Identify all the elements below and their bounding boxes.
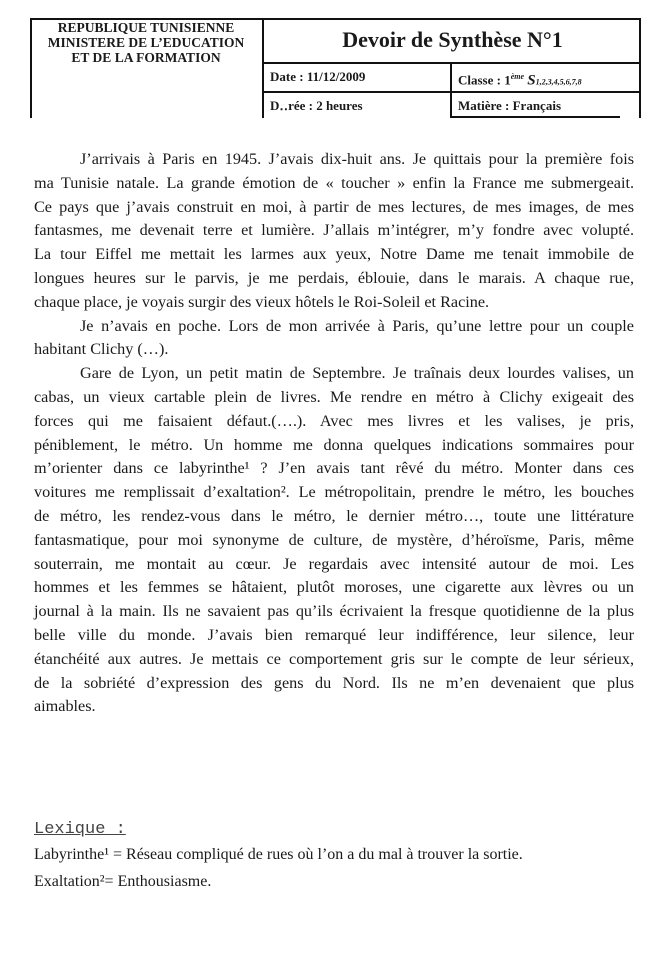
text-line: péniblement, le métro. Un homme me donna quelques indications sommaires pour: [34, 435, 634, 454]
institution-line: MINISTERE DE L’EDUCATION: [47, 35, 245, 50]
text-line: ma Tunisie natale. La grande émotion de « toucher » enfin la France me submergeait.: [34, 173, 634, 192]
lexique-entry: Exaltation²= Enthousiasme.: [34, 873, 212, 890]
text-line: J’arrivais à Paris en 1945. J’avais dix-huit ans. Je quittais pour la première fois: [80, 150, 634, 168]
paragraph: [34, 315, 634, 363]
exam-class: [458, 64, 582, 95]
text-line: de la sobriété d’expression des gens du Nord. Ils ne m’en devenaient que plus: [34, 673, 634, 692]
institution-name: [30, 20, 262, 65]
lexique-title: Lexique :: [34, 820, 126, 839]
text-line: Je n’avais en poche. Lors de mon arrivée à Paris, qu’une lettre pour un couple: [80, 316, 634, 335]
text-line: Gare de Lyon, un petit matin de Septembre. Je traînais deux lourdes valises, un: [80, 364, 634, 383]
text-line: journal à la main. Ils ne savaient pas qu’ils écrivaient la fresque quotidienne de la plus: [34, 602, 634, 621]
text-line: habitant Clichy (…).: [34, 340, 169, 359]
text-line: étanchéité aux autres. Je mettais ce comportement gris sur le compte de leur sérieux,: [34, 649, 634, 668]
class-s: S: [527, 72, 536, 89]
text-line: La tour Eiffel me mettait les larmes aux yeux, Notre Dame me tenait immobile de: [34, 245, 634, 264]
text-line: longues heures sur le parvis, je me perdais, éblouie, dans le marais. A chaque rue,: [34, 268, 634, 287]
text-line: voitures me remplissait d’exaltation². Le métropolitain, prendre le métro, les bouches: [34, 483, 634, 502]
paragraph: [34, 362, 634, 719]
text-line: souterrain, me montait au cœur. Je regardais avec intensité autour de moi. Les: [34, 554, 634, 573]
class-sup: ème: [510, 72, 525, 81]
text-body: [34, 148, 634, 719]
exam-title: Devoir de Synthèse N°1: [342, 27, 563, 52]
exam-duration: D‥rée : 2 heures: [270, 98, 363, 113]
header-cell-divider: [450, 62, 452, 118]
text-line: fantasmatique, pour moi synonyme de culture, de mystère, d’héroïsme, Paris, même: [34, 530, 634, 549]
class-label: Classe : 1: [458, 72, 511, 88]
exam-date: Date : 11/12/2009: [270, 69, 366, 84]
exam-subject: Matière : Français: [458, 98, 561, 113]
text-line: belle ville du monde. J’avais bien remarqué leur indifférence, leur silence, leur: [34, 625, 634, 644]
text-line: m’orienter dans ce labyrinthe¹ ? J’en avais tant rêvé du métro. Monter dans ces: [34, 459, 634, 478]
text-line: Ce pays que j’avais construit en moi, à partir de mes lectures, de mes images, de mes: [34, 197, 634, 216]
text-line: de métro, les rendez-vous dans le métro, le dernier métro…, toute une littérature: [34, 506, 634, 525]
institution-line: ET DE LA FORMATION: [71, 50, 221, 65]
text-line: forces qui me faisaient défaut.(….). Avec mes livres et les valises, je pris,: [34, 411, 634, 430]
institution-line: REPUBLIQUE TUNISIENNE: [57, 20, 235, 35]
text-line: fantasmes, me devenait terre et lumière. J’allais m’intégrer, m’y fondre avec volupté.: [34, 221, 634, 240]
paragraph: [34, 148, 634, 315]
text-line: aimables.: [34, 697, 96, 716]
lexique-entry: Labyrinthe¹ = Réseau compliqué de rues où l’on a du mal à trouver la sortie.: [34, 846, 523, 863]
exam-header: [30, 18, 641, 118]
text-line: chaque place, je voyais surgir des vieux hôtels le Roi-Soleil et Racine.: [34, 292, 490, 311]
text-line: cabas, un vieux cartable plein de livres. Me rendre en métro à Clichy exigeait des: [34, 387, 634, 406]
text-line: hommes et les femmes se hâtaient, plutôt moroses, une cigarette aux lèvres ou un: [34, 578, 634, 597]
class-sections: 1,2,3,4,5,6,7,8: [535, 77, 582, 87]
